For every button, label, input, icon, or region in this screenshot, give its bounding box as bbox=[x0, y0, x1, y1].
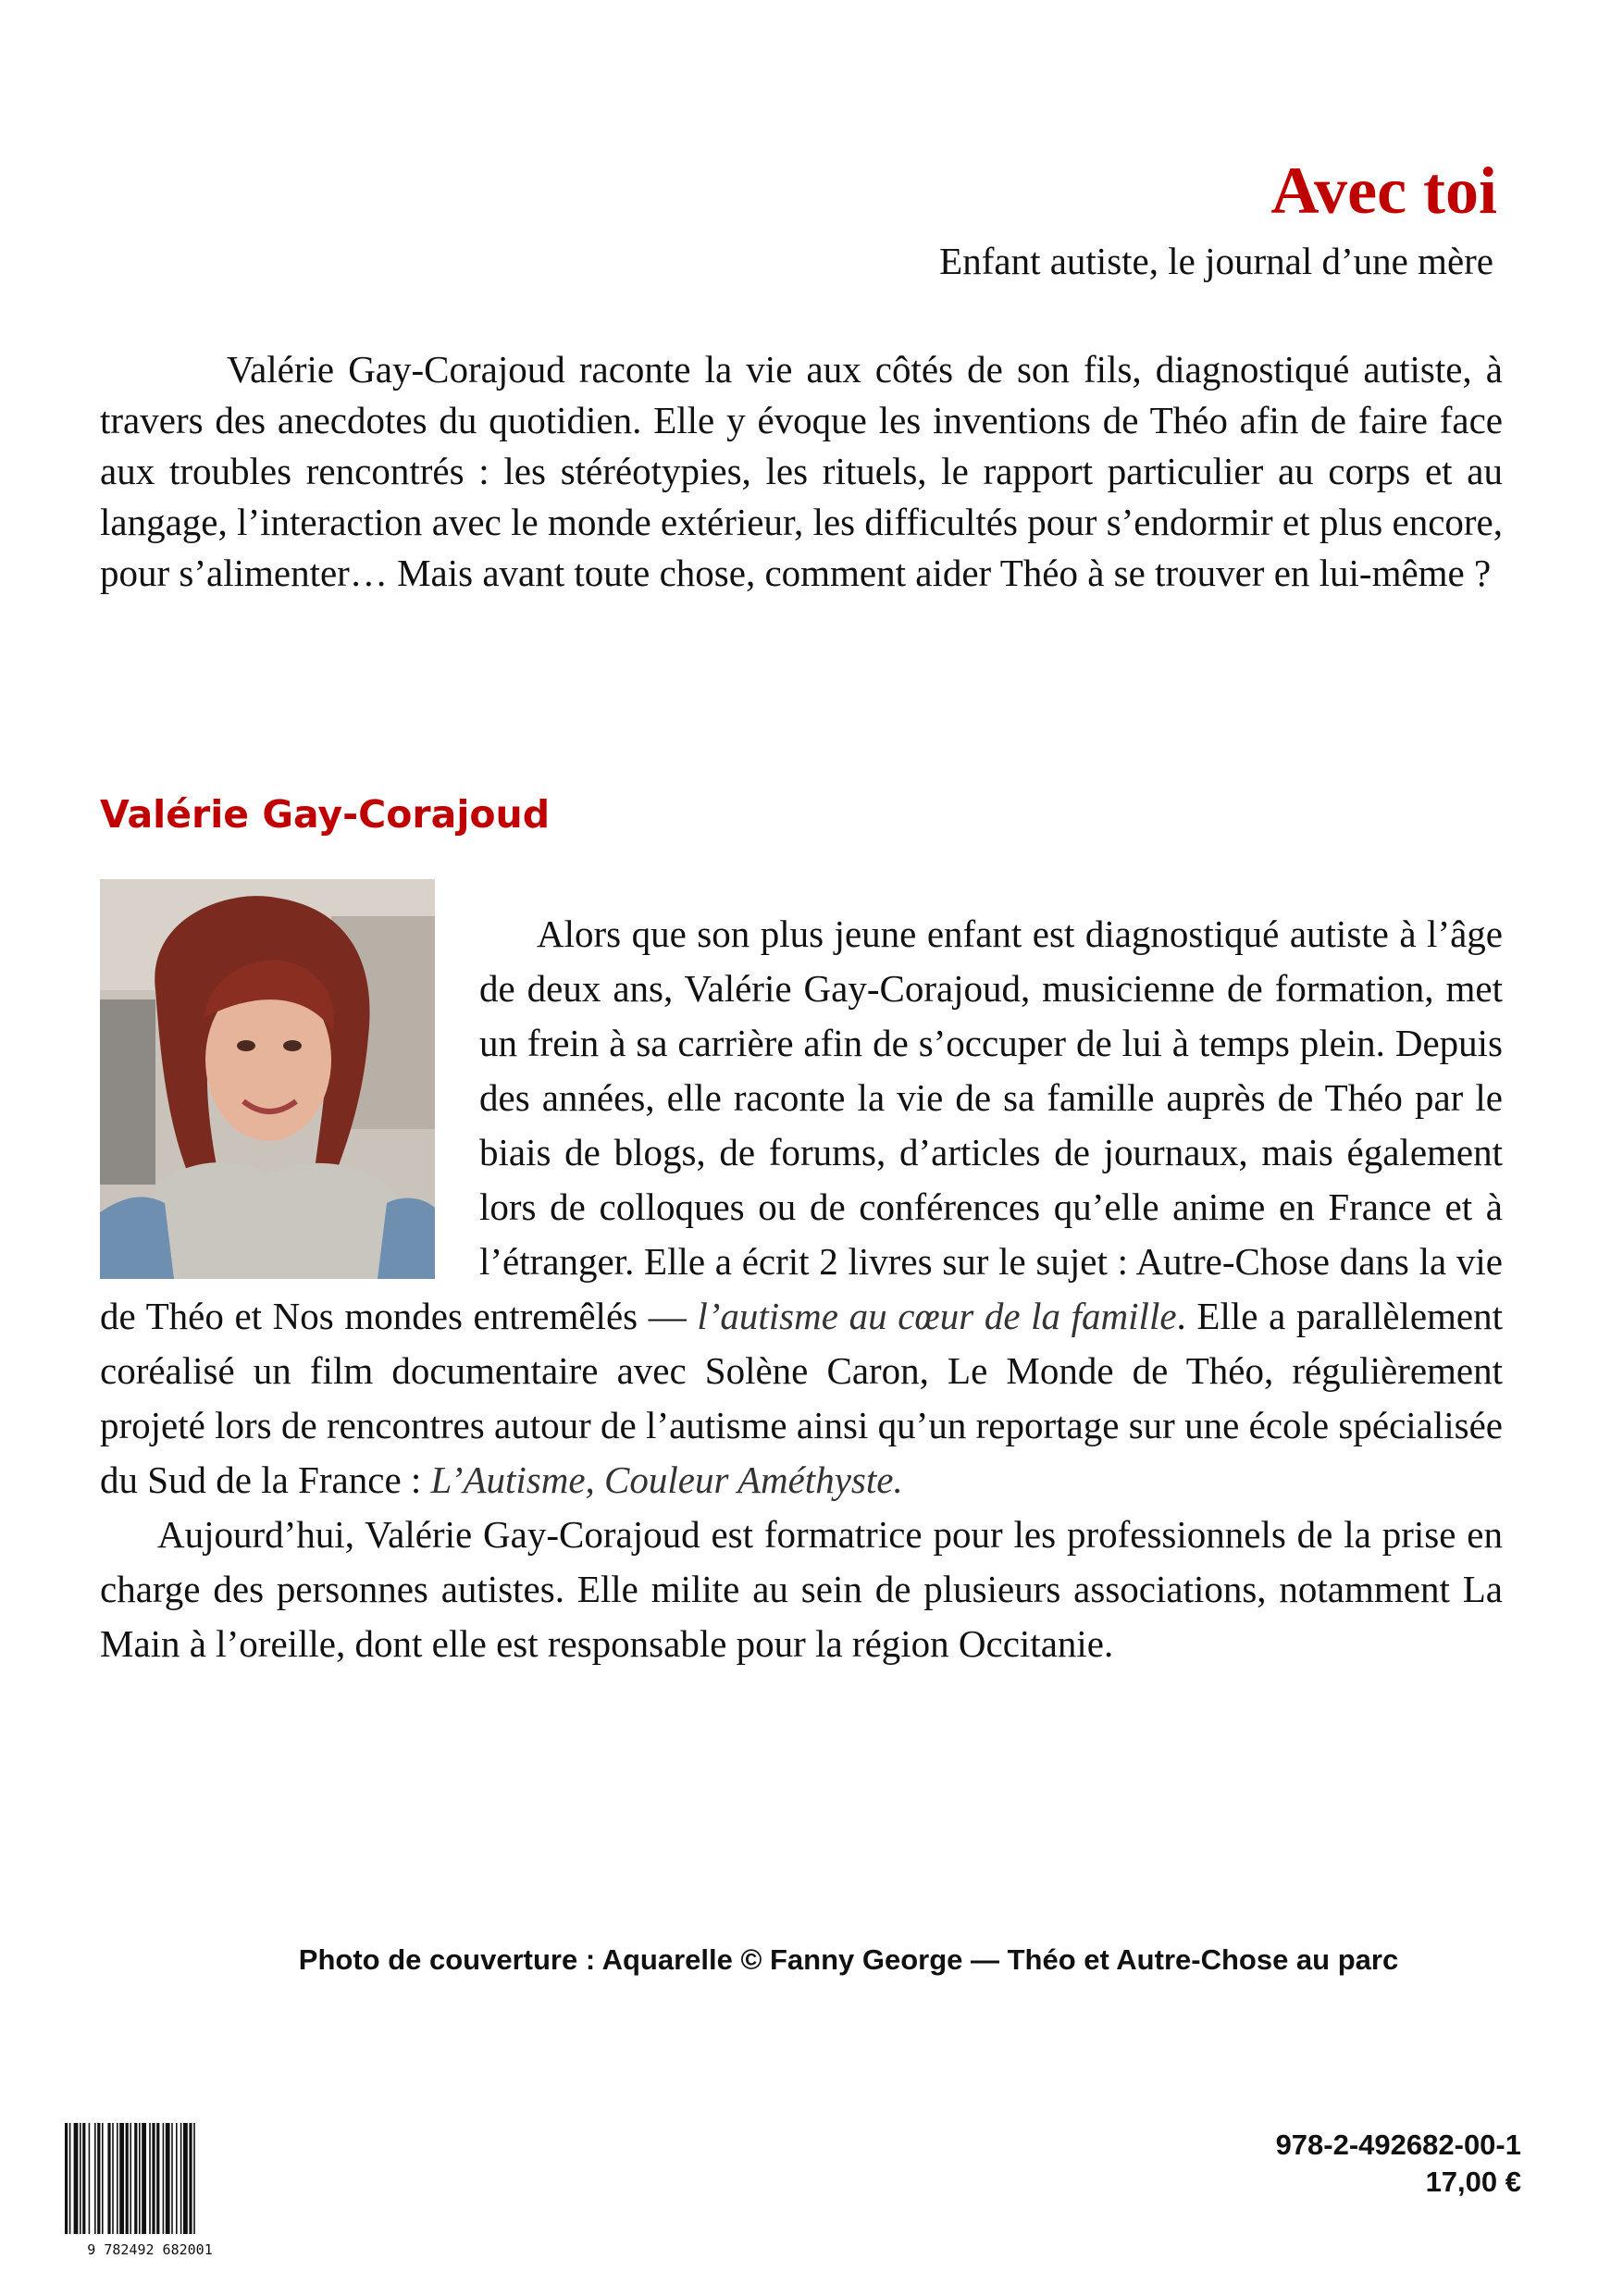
synopsis-text: Valérie Gay-Corajoud raconte la vie aux côtés de son fils, diagnostiqué autiste, à travers des anecdotes du quotidien. Elle y évoque les inventions de Théo afin de faire face aux troubles rencontrés : les stéréotypies, les rituels, le rapport particulier au corps et au langage, l’interaction avec le monde extérieur, les difficultés pour s’endormir et plus encore, pour s’alimenter… Mais avant toute chose, comment aider Théo à se trouver en lui-même ? bbox=[100, 348, 1503, 594]
bio-paragraph-1: Alors que son plus jeune enfant est diagnostiqué autiste à l’âge de deux ans, Valérie Gay-Corajoud, musicienne de formation, met un frein à sa carrière afin de s’occuper de lui à temps plein. Depuis des années, elle raconte la vie de sa famille auprès de Théo par le biais de blogs, de forums, d’articles de journaux, mais également lors de colloques ou de conférences qu’elle anime en France et à l’étranger. Elle a écrit 2 livres sur le sujet : Autre-Chose dans la vie de Théo et Nos mondes entremêlés — l’autisme au cœur de la famille. Elle a parallèlement coréalisé un film documentaire avec Solène Caron, Le Monde de Théo, régulièrement projeté lors de rencontres autour de l’autisme ainsi qu’un reportage sur une école spécialisée du Sud de la France : L’Autisme, Couleur Améthyste. bbox=[100, 912, 1503, 1501]
isbn: 978-2-492682-00-1 bbox=[1275, 2128, 1521, 2161]
price: 17,00 € bbox=[1425, 2166, 1521, 2198]
barcode-digits: 9 782492 682001 bbox=[87, 2241, 213, 2258]
barcode bbox=[52, 2117, 248, 2258]
author-heading: Valérie Gay-Corajoud bbox=[100, 792, 551, 837]
book-subtitle: Enfant autiste, le journal d’une mère bbox=[939, 240, 1493, 282]
cover-credit: Photo de couverture : Aquarelle © Fanny George — Théo et Autre-Chose au parc bbox=[298, 1943, 1399, 1976]
author-photo bbox=[100, 879, 435, 1279]
author-bio bbox=[100, 907, 1503, 1671]
bio-paragraph-2: Aujourd’hui, Valérie Gay-Corajoud est formatrice pour les professionnels de la prise en charge des personnes autistes. Elle milite au sein de plusieurs associations, notamment La Main à l’oreille, dont elle est responsable pour la région Occitanie. bbox=[100, 1513, 1503, 1665]
book-title: Avec toi bbox=[1270, 154, 1497, 228]
